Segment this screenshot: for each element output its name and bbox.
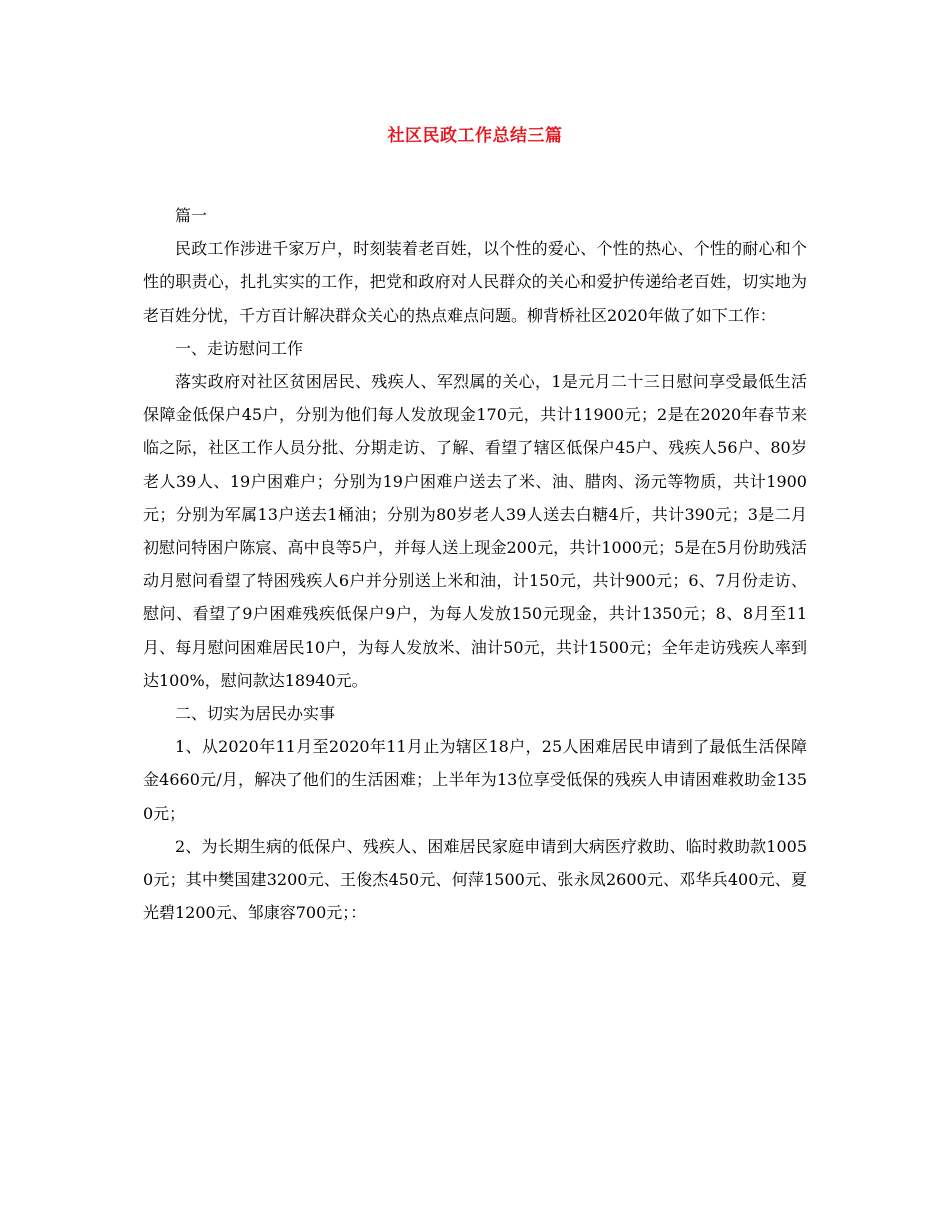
- section-heading-practical-affairs: 二、切实为居民办实事: [175, 704, 336, 724]
- section-label: 篇一: [175, 206, 208, 225]
- document-title: 社区民政工作总结三篇: [387, 126, 563, 146]
- practical-affairs-item-1: 1、从2020年11月至2020年11月止为辖区18户，25人困难居民申请到了最低生活保障金4660元/月，解决了他们的生活困难；上半年为13位享受低保的残疾人申请困难救助金1350元；: [143, 737, 807, 823]
- section-heading-visits: 一、走访慰问工作: [175, 338, 304, 358]
- visits-paragraph: 落实政府对社区贫困居民、残疾人、军烈属的关心，1是元月二十三日慰问享受最低生活保障金低保户45户，分别为他们每人发放现金170元，共计11900元；2是在2020年春节来临之际，社区工作人员分批、分期走访、了解、看望了辖区低保户45户、残疾人56户、80岁老人39人、19户困难户；分别为19户困难户送去了米、油、腊肉、汤元等物质，共计1900元；分别为军属13户送去1桶油；分别为80岁老人39人送去白糖4斤，共计390元；3是二月初慰问特困户陈宸、高中良等5户，并每人送上现金200元，共计1000元；5是在5月份助残活动月慰问看望了特困残疾人6户并分别送上米和油，计150元，共计900元；6、7月份走访、慰问、看望了9户困难残疾低保户9户，为每人发放150元现金，共计1350元；8、8月至11月、每月慰问困难居民10户，为每人发放米、油计50元，共计1500元；全年走访残疾人率到达100%，慰问款达18940元。: [143, 372, 807, 690]
- intro-paragraph: 民政工作涉进千家万户，时刻装着老百姓，以个性的爱心、个性的热心、个性的耐心和个性的职责心，扎扎实实的工作，把党和政府对人民群众的关心和爱护传递给老百姓，切实地为老百姓分忧，千方百计解决群众关心的热点难点问题。柳背桥社区2020年做了如下工作：: [143, 239, 807, 325]
- practical-affairs-item-2: 2、为长期生病的低保户、残疾人、困难居民家庭申请到大病医疗救助、临时救助款10050元；其中樊国建3200元、王俊杰450元、何萍1500元、张永凤2600元、邓华兵400元、夏光碧1200元、邹康容700元；：: [143, 836, 807, 923]
- document-body: [143, 199, 807, 929]
